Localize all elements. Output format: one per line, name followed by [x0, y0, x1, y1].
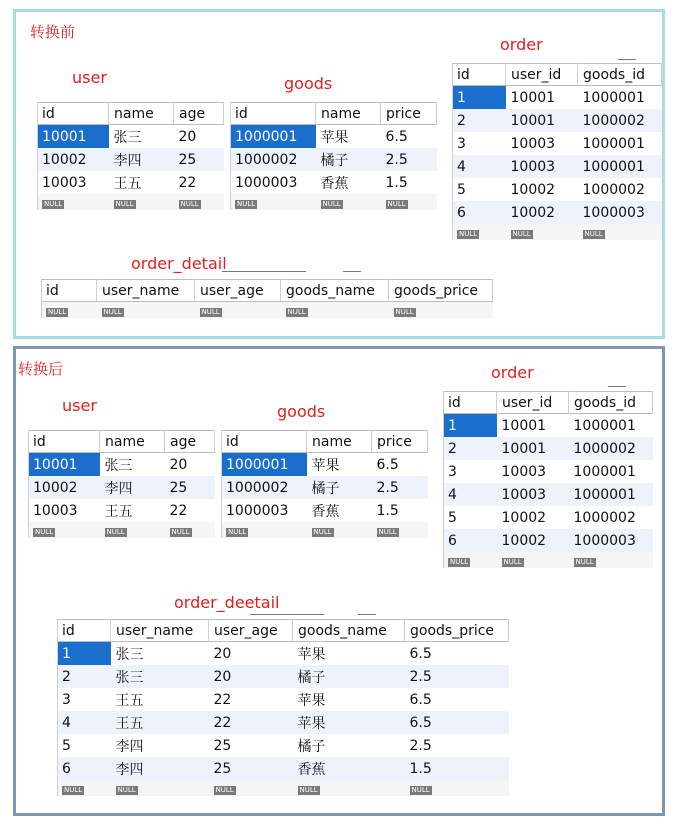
null-cell[interactable]	[307, 522, 372, 538]
null-cell[interactable]	[57, 780, 111, 796]
table-row[interactable]	[443, 460, 653, 483]
column-header[interactable]: id	[57, 620, 111, 642]
table-cell[interactable]: 王五	[109, 171, 174, 194]
table-row[interactable]	[57, 665, 509, 688]
table-cell[interactable]: 5	[452, 178, 506, 201]
table-row[interactable]	[443, 529, 653, 552]
table-cell[interactable]: 4	[443, 483, 497, 506]
table-cell[interactable]: 2	[57, 665, 111, 688]
table-cell[interactable]: 20	[209, 665, 293, 688]
table-cell[interactable]: 10003	[497, 460, 569, 483]
grid-edge	[57, 619, 58, 796]
table-cell[interactable]: 20	[174, 125, 224, 149]
null-badge: NULL	[215, 786, 234, 794]
column-header[interactable]: price	[372, 431, 428, 453]
column-header[interactable]: goods_id	[578, 64, 662, 86]
null-badge: NULL	[44, 200, 63, 208]
table-cell[interactable]: 3	[443, 460, 497, 483]
table-row[interactable]	[221, 476, 428, 499]
table-cell[interactable]: 25	[209, 757, 293, 780]
table-cell[interactable]: 10001	[497, 437, 569, 460]
null-cell[interactable]	[497, 552, 569, 568]
table-cell[interactable]: 10001	[506, 109, 578, 132]
header-row	[41, 280, 493, 302]
table-cell[interactable]: 3	[452, 132, 506, 155]
column-header[interactable]: id	[452, 64, 506, 86]
null-badge: NULL	[575, 558, 594, 566]
column-header[interactable]: id	[230, 103, 316, 125]
null-badge: NULL	[395, 308, 414, 316]
column-header[interactable]: goods_price	[405, 620, 509, 642]
table-cell[interactable]: 张三	[111, 665, 209, 688]
decor-line	[358, 614, 376, 615]
before-order-table	[452, 63, 662, 240]
null-cell[interactable]	[37, 194, 109, 210]
table-cell[interactable]: 2.5	[405, 734, 509, 757]
table-cell[interactable]: 王五	[100, 499, 165, 522]
null-cell[interactable]	[452, 224, 506, 240]
after-section-label: 转换后	[18, 360, 64, 378]
table-cell[interactable]: 李四	[111, 757, 209, 780]
column-header[interactable]: price	[381, 103, 437, 125]
table-cell[interactable]: 10002	[497, 529, 569, 552]
after-user-table	[28, 430, 215, 538]
table-cell[interactable]: 1000001	[569, 414, 653, 438]
column-header[interactable]: name	[109, 103, 174, 125]
after-order-title: order	[491, 363, 534, 382]
db-grid	[443, 391, 653, 568]
table-cell[interactable]: 1000001	[569, 483, 653, 506]
table-row[interactable]	[452, 201, 662, 224]
table-cell[interactable]: 1000002	[230, 148, 316, 171]
new-row[interactable]	[221, 522, 428, 538]
decor-line	[618, 59, 636, 60]
grid-edge	[28, 430, 29, 538]
new-row[interactable]	[57, 780, 509, 796]
table-row[interactable]	[452, 178, 662, 201]
table-cell[interactable]: 2.5	[372, 476, 428, 499]
null-badge: NULL	[117, 786, 136, 794]
grid-edge	[452, 63, 453, 240]
table-cell[interactable]: 1000001	[578, 132, 662, 155]
table-cell[interactable]: 苹果	[316, 125, 381, 149]
null-cell[interactable]	[281, 302, 389, 319]
table-cell[interactable]: 10002	[506, 201, 578, 224]
header-row	[221, 431, 428, 453]
null-cell[interactable]	[111, 780, 209, 796]
null-cell[interactable]	[372, 522, 428, 538]
null-cell[interactable]	[506, 224, 578, 240]
table-cell[interactable]: 张三	[111, 642, 209, 666]
table-cell[interactable]: 李四	[109, 148, 174, 171]
table-cell[interactable]: 10003	[37, 171, 109, 194]
null-cell[interactable]	[109, 194, 174, 210]
table-row[interactable]	[57, 688, 509, 711]
table-row[interactable]	[230, 171, 437, 194]
grid-edge	[443, 391, 444, 568]
null-badge: NULL	[459, 230, 478, 238]
db-grid	[28, 430, 215, 538]
table-cell[interactable]: 苹果	[307, 453, 372, 477]
table-cell[interactable]: 10002	[497, 506, 569, 529]
table-cell[interactable]: 1000002	[578, 178, 662, 201]
column-header[interactable]: name	[316, 103, 381, 125]
table-row[interactable]	[57, 642, 509, 666]
column-header[interactable]: name	[307, 431, 372, 453]
after-goods-table	[221, 430, 428, 538]
table-row[interactable]	[452, 86, 662, 110]
db-grid	[221, 430, 428, 538]
decor-line	[250, 614, 324, 615]
null-badge: NULL	[103, 308, 122, 316]
table-cell[interactable]: 5	[57, 734, 111, 757]
null-cell[interactable]	[578, 224, 662, 240]
table-cell[interactable]: 2	[452, 109, 506, 132]
table-row[interactable]	[443, 414, 653, 438]
null-badge: NULL	[115, 200, 134, 208]
table-cell[interactable]: 4	[452, 155, 506, 178]
before-goods-title: goods	[284, 74, 333, 93]
column-header[interactable]: goods_price	[389, 280, 493, 302]
table-cell[interactable]: 20	[209, 642, 293, 666]
null-badge: NULL	[106, 528, 125, 536]
null-cell[interactable]	[28, 522, 100, 538]
table-row[interactable]	[37, 171, 224, 194]
null-badge: NULL	[584, 230, 603, 238]
decor-line	[608, 386, 626, 387]
header-row	[443, 392, 653, 414]
header-row	[57, 620, 509, 642]
table-cell[interactable]: 10001	[497, 414, 569, 438]
null-cell[interactable]	[230, 194, 316, 210]
null-cell[interactable]	[97, 302, 195, 319]
null-badge: NULL	[48, 308, 67, 316]
null-cell[interactable]	[569, 552, 653, 568]
table-row[interactable]	[221, 499, 428, 522]
null-badge: NULL	[64, 786, 83, 794]
column-header[interactable]: user_name	[111, 620, 209, 642]
null-badge: NULL	[378, 528, 397, 536]
table-cell[interactable]: 1000001	[221, 453, 307, 477]
null-badge: NULL	[387, 200, 406, 208]
table-cell[interactable]: 1000002	[578, 109, 662, 132]
column-header[interactable]: user_id	[506, 64, 578, 86]
table-row[interactable]	[37, 125, 224, 149]
table-cell[interactable]: 6.5	[405, 711, 509, 734]
table-cell[interactable]: 5	[443, 506, 497, 529]
table-cell[interactable]: 6	[443, 529, 497, 552]
table-cell[interactable]: 苹果	[293, 711, 405, 734]
null-badge: NULL	[228, 528, 247, 536]
table-cell[interactable]: 3	[57, 688, 111, 711]
null-badge: NULL	[237, 200, 256, 208]
after-user-title: user	[62, 396, 97, 415]
null-badge: NULL	[201, 308, 220, 316]
table-cell[interactable]: 10003	[28, 499, 100, 522]
null-badge: NULL	[450, 558, 469, 566]
null-cell[interactable]	[221, 522, 307, 538]
table-cell[interactable]: 1.5	[405, 757, 509, 780]
new-row[interactable]	[28, 522, 215, 538]
null-badge: NULL	[313, 528, 332, 536]
null-badge: NULL	[35, 528, 54, 536]
table-cell[interactable]: 李四	[100, 476, 165, 499]
null-cell[interactable]	[174, 194, 224, 210]
null-cell[interactable]	[293, 780, 405, 796]
db-grid	[57, 619, 509, 796]
table-row[interactable]	[57, 734, 509, 757]
null-badge: NULL	[180, 200, 199, 208]
null-cell[interactable]	[316, 194, 381, 210]
table-cell[interactable]: 25	[209, 734, 293, 757]
table-cell[interactable]: 22	[209, 688, 293, 711]
table-cell[interactable]: 10001	[28, 453, 100, 477]
null-badge: NULL	[411, 786, 430, 794]
table-cell[interactable]: 25	[165, 476, 215, 499]
table-row[interactable]	[230, 125, 437, 149]
table-cell[interactable]: 6.5	[372, 453, 428, 477]
after-order-detail-title: order_deetail	[174, 593, 280, 612]
after-goods-title: goods	[277, 402, 326, 421]
header-row	[28, 431, 215, 453]
new-row[interactable]	[443, 552, 653, 568]
decor-line	[343, 271, 361, 272]
table-cell[interactable]: 10001	[506, 86, 578, 110]
column-header[interactable]: id	[221, 431, 307, 453]
table-row[interactable]	[57, 711, 509, 734]
grid-edge	[221, 430, 222, 538]
column-header[interactable]: id	[41, 280, 97, 302]
table-cell[interactable]: 张三	[109, 125, 174, 149]
table-cell[interactable]: 香蕉	[307, 499, 372, 522]
table-row[interactable]	[37, 148, 224, 171]
column-header[interactable]: id	[443, 392, 497, 414]
table-row[interactable]	[443, 506, 653, 529]
table-cell[interactable]: 橘子	[293, 734, 405, 757]
table-row[interactable]	[452, 109, 662, 132]
table-row[interactable]	[230, 148, 437, 171]
table-row[interactable]	[443, 437, 653, 460]
column-header[interactable]: age	[165, 431, 215, 453]
table-cell[interactable]: 王五	[111, 688, 209, 711]
table-row[interactable]	[28, 476, 215, 499]
null-cell[interactable]	[165, 522, 215, 538]
null-badge: NULL	[503, 558, 522, 566]
table-cell[interactable]: 1000002	[569, 506, 653, 529]
header-row	[37, 103, 224, 125]
column-header[interactable]: goods_name	[293, 620, 405, 642]
table-cell[interactable]: 香蕉	[316, 171, 381, 194]
table-row[interactable]	[452, 155, 662, 178]
table-cell[interactable]: 6	[452, 201, 506, 224]
column-header[interactable]: id	[37, 103, 109, 125]
table-cell[interactable]: 1	[57, 642, 111, 666]
table-cell[interactable]: 张三	[100, 453, 165, 477]
table-cell[interactable]: 6.5	[405, 642, 509, 666]
column-header[interactable]: id	[28, 431, 100, 453]
new-row[interactable]	[37, 194, 224, 210]
decor-line	[222, 271, 306, 272]
header-row	[452, 64, 662, 86]
after-order-detail-table	[57, 619, 509, 796]
null-cell[interactable]	[389, 302, 493, 319]
before-goods-table	[230, 102, 437, 210]
column-header[interactable]: user_age	[195, 280, 281, 302]
new-row[interactable]	[230, 194, 437, 210]
table-row[interactable]	[443, 483, 653, 506]
before-user-title: user	[72, 68, 107, 87]
null-cell[interactable]	[443, 552, 497, 568]
table-cell[interactable]: 10001	[37, 125, 109, 149]
grid-edge	[230, 102, 231, 210]
table-cell[interactable]: 2.5	[381, 148, 437, 171]
table-cell[interactable]: 25	[174, 148, 224, 171]
null-badge: NULL	[512, 230, 531, 238]
table-cell[interactable]: 2.5	[405, 665, 509, 688]
table-cell[interactable]: 王五	[111, 711, 209, 734]
table-cell[interactable]: 1	[443, 414, 497, 438]
table-cell[interactable]: 2	[443, 437, 497, 460]
null-cell[interactable]	[195, 302, 281, 319]
db-grid	[41, 279, 493, 318]
table-cell[interactable]: 苹果	[293, 642, 405, 666]
table-cell[interactable]: 1000003	[230, 171, 316, 194]
table-cell[interactable]: 苹果	[293, 688, 405, 711]
table-cell[interactable]: 1000003	[578, 201, 662, 224]
table-cell[interactable]: 1000001	[569, 460, 653, 483]
table-cell[interactable]: 橘子	[293, 665, 405, 688]
table-cell[interactable]: 20	[165, 453, 215, 477]
null-cell[interactable]	[405, 780, 509, 796]
grid-edge	[41, 279, 42, 318]
table-row[interactable]	[452, 132, 662, 155]
table-cell[interactable]: 1000002	[221, 476, 307, 499]
null-cell[interactable]	[381, 194, 437, 210]
null-cell[interactable]	[41, 302, 97, 319]
table-cell[interactable]: 10002	[37, 148, 109, 171]
table-cell[interactable]: 6.5	[405, 688, 509, 711]
table-cell[interactable]: 1000003	[569, 529, 653, 552]
table-cell[interactable]: 1.5	[381, 171, 437, 194]
table-cell[interactable]: 10003	[506, 132, 578, 155]
column-header[interactable]: name	[100, 431, 165, 453]
table-cell[interactable]: 香蕉	[293, 757, 405, 780]
before-order-title: order	[500, 35, 543, 54]
column-header[interactable]: age	[174, 103, 224, 125]
table-cell[interactable]: 1000003	[221, 499, 307, 522]
before-order-detail-title: order_detail	[131, 254, 227, 273]
table-cell[interactable]: 6.5	[381, 125, 437, 149]
column-header[interactable]: goods_id	[569, 392, 653, 414]
column-header[interactable]: user_name	[97, 280, 195, 302]
table-cell[interactable]: 10002	[28, 476, 100, 499]
table-cell[interactable]: 22	[174, 171, 224, 194]
table-row[interactable]	[57, 757, 509, 780]
db-grid	[452, 63, 662, 240]
column-header[interactable]: user_id	[497, 392, 569, 414]
header-row	[230, 103, 437, 125]
column-header[interactable]: user_age	[209, 620, 293, 642]
table-row[interactable]	[221, 453, 428, 477]
table-cell[interactable]: 橘子	[307, 476, 372, 499]
table-cell[interactable]: 1.5	[372, 499, 428, 522]
grid-edge	[37, 102, 38, 210]
new-row[interactable]	[452, 224, 662, 240]
table-cell[interactable]: 1000002	[569, 437, 653, 460]
table-cell[interactable]: 6	[57, 757, 111, 780]
table-cell[interactable]: 10003	[497, 483, 569, 506]
table-cell[interactable]: 22	[209, 711, 293, 734]
before-section-label: 转换前	[30, 23, 76, 41]
null-badge: NULL	[287, 308, 306, 316]
column-header[interactable]: goods_name	[281, 280, 389, 302]
table-cell[interactable]: 1	[452, 86, 506, 110]
null-badge: NULL	[171, 528, 190, 536]
table-cell[interactable]: 22	[165, 499, 215, 522]
null-badge: NULL	[299, 786, 318, 794]
after-order-table	[443, 391, 653, 568]
table-row[interactable]	[28, 499, 215, 522]
table-cell[interactable]: 1000001	[578, 86, 662, 110]
db-grid	[230, 102, 437, 210]
table-row[interactable]	[28, 453, 215, 477]
new-row[interactable]	[41, 302, 493, 319]
table-cell[interactable]: 1000001	[230, 125, 316, 149]
null-badge: NULL	[322, 200, 341, 208]
table-cell[interactable]: 10003	[506, 155, 578, 178]
null-cell[interactable]	[100, 522, 165, 538]
table-cell[interactable]: 橘子	[316, 148, 381, 171]
table-cell[interactable]: 4	[57, 711, 111, 734]
before-order-detail-table	[41, 279, 493, 318]
table-cell[interactable]: 1000001	[578, 155, 662, 178]
null-cell[interactable]	[209, 780, 293, 796]
table-cell[interactable]: 李四	[111, 734, 209, 757]
table-cell[interactable]: 10002	[506, 178, 578, 201]
db-grid	[37, 102, 224, 210]
before-user-table	[37, 102, 224, 210]
